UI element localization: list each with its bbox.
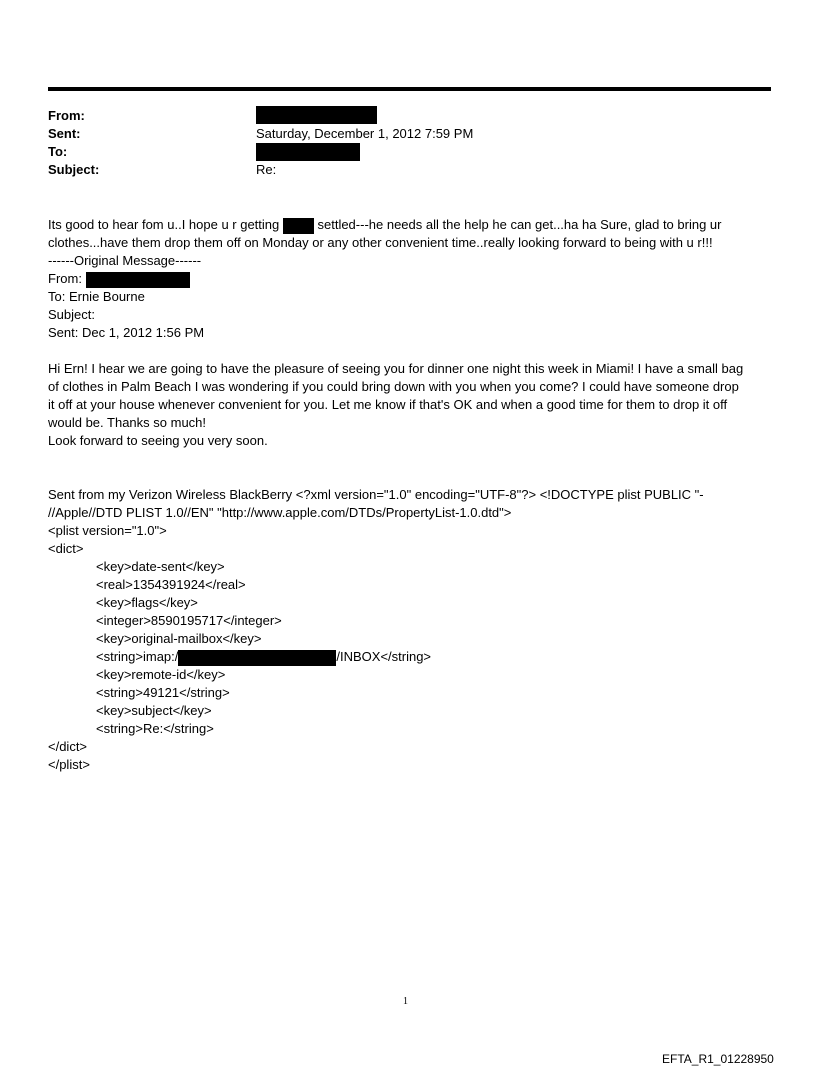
- plist-line: <string>49121</string>: [96, 685, 230, 700]
- to-label: To:: [48, 144, 68, 159]
- plist-line: <integer>8590195717</integer>: [96, 613, 282, 628]
- page-number: 1: [403, 996, 408, 1007]
- original-from: From:: [48, 270, 190, 288]
- original-sent: Sent: Dec 1, 2012 1:56 PM: [48, 325, 205, 340]
- original-subject: Subject:: [48, 307, 95, 322]
- plist-line: <dict>: [48, 541, 84, 556]
- body-line: it off at your house whenever convenient for you. Let me know if that's OK and when a good time for them to drop it off: [48, 397, 728, 412]
- sent-label: Sent:: [48, 126, 81, 141]
- plist-line: <key>original-mailbox</key>: [96, 631, 262, 646]
- plist-line: </plist>: [48, 757, 90, 772]
- plist-line: <key>subject</key>: [96, 703, 212, 718]
- mailbox-redaction: [178, 650, 336, 666]
- reply-line-1: Its good to hear fom u..I hope u r getting settled---he needs all the help he can get...ha ha Sure, glad to bring ur: [48, 217, 722, 232]
- body-line: of clothes in Palm Beach I was wondering if you could bring down with you when you come? I could have someone drop: [48, 379, 739, 394]
- body-line: would be. Thanks so much!: [48, 415, 207, 430]
- body-line: Look forward to seeing you very soon.: [48, 433, 268, 448]
- plist-line: //Apple//DTD PLIST 1.0//EN" "http://www.apple.com/DTDs/PropertyList-1.0.dtd">: [48, 505, 512, 520]
- plist-line: <key>date-sent</key>: [96, 559, 225, 574]
- original-divider: ------Original Message------: [48, 253, 202, 268]
- plist-line: <plist version="1.0">: [48, 523, 167, 538]
- plist-line: <string>Re:</string>: [96, 721, 214, 736]
- name-redaction: [283, 218, 314, 234]
- header-rule: [48, 87, 771, 91]
- original-from-redaction: [86, 272, 190, 288]
- from-label: From:: [48, 108, 85, 123]
- plist-line: </dict>: [48, 739, 88, 754]
- subject-value: Re:: [256, 162, 277, 177]
- to-redaction: [256, 143, 360, 161]
- plist-line: <key>flags</key>: [96, 595, 198, 610]
- plist-line: Sent from my Verizon Wireless BlackBerry <?xml version="1.0" encoding="UTF-8"?> <!DOCTYPE plist PUBLIC "-: [48, 487, 704, 502]
- from-redaction: [256, 106, 377, 124]
- plist-line: <string>imap:/ /INBOX</string>: [96, 649, 432, 664]
- body-line: Hi Ern! I hear we are going to have the pleasure of seeing you for dinner one night this week in Miami! I have a small bag: [48, 361, 744, 376]
- subject-label: Subject:: [48, 162, 100, 177]
- document-id: EFTA_R1_01228950: [662, 1052, 774, 1066]
- plist-line: <real>1354391924</real>: [96, 577, 246, 592]
- plist-line: <key>remote-id</key>: [96, 667, 226, 682]
- original-to: To: Ernie Bourne: [48, 289, 145, 304]
- sent-value: Saturday, December 1, 2012 7:59 PM: [256, 126, 474, 141]
- reply-line-2: clothes...have them drop them off on Monday or any other convenient time..really looking forward to being with u r!!!: [48, 235, 713, 250]
